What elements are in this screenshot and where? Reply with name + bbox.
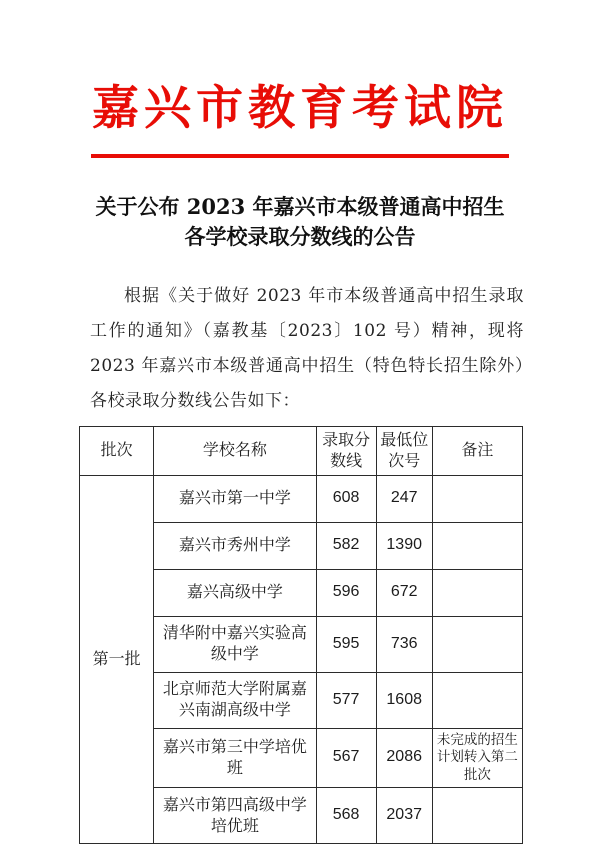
table-row bbox=[80, 475, 523, 522]
score-value: 568 bbox=[316, 788, 376, 844]
school-name: 北京师范大学附属嘉兴南湖高级中学 bbox=[154, 672, 316, 728]
school-name: 嘉兴市第四高级中学培优班 bbox=[154, 788, 316, 844]
school-name: 嘉兴高级中学 bbox=[154, 569, 316, 616]
remark-cell: 未完成的招生计划转入第二批次 bbox=[432, 728, 522, 788]
header-remark: 备注 bbox=[432, 426, 522, 475]
score-value: 595 bbox=[316, 616, 376, 672]
school-name: 嘉兴市第三中学培优班 bbox=[154, 728, 316, 788]
school-name: 清华附中嘉兴实验高级中学 bbox=[154, 616, 316, 672]
document-title bbox=[0, 192, 600, 253]
rank-value: 1390 bbox=[376, 522, 432, 569]
score-value: 567 bbox=[316, 728, 376, 788]
rank-value: 247 bbox=[376, 475, 432, 522]
letterhead-divider bbox=[91, 154, 509, 158]
remark-cell bbox=[432, 475, 522, 522]
rank-value: 2037 bbox=[376, 788, 432, 844]
score-value: 582 bbox=[316, 522, 376, 569]
remark-cell bbox=[432, 616, 522, 672]
remark-cell bbox=[432, 569, 522, 616]
remark-cell bbox=[432, 672, 522, 728]
school-name: 嘉兴市秀州中学 bbox=[154, 522, 316, 569]
score-table bbox=[79, 426, 523, 844]
score-value: 596 bbox=[316, 569, 376, 616]
table-header-row bbox=[80, 426, 523, 475]
rank-value: 2086 bbox=[376, 728, 432, 788]
rank-value: 672 bbox=[376, 569, 432, 616]
body-paragraph: 根据《关于做好 2023 年市本级普通高中招生录取工作的通知》（嘉教基〔2023〕102 号）精神，现将 2023 年嘉兴市本级普通高中招生（特色特长招生除外）各校录取分数线公告如下： bbox=[90, 285, 524, 411]
header-score: 录取分数线 bbox=[316, 426, 376, 475]
header-rank: 最低位次号 bbox=[376, 426, 432, 475]
header-batch: 批次 bbox=[80, 426, 154, 475]
remark-cell bbox=[432, 788, 522, 844]
score-value: 608 bbox=[316, 475, 376, 522]
school-name: 嘉兴市第一中学 bbox=[154, 475, 316, 522]
batch-cell: 第一批 bbox=[80, 475, 154, 844]
letterhead-org-name: 嘉兴市教育考试院 bbox=[92, 81, 508, 136]
rank-value: 1608 bbox=[376, 672, 432, 728]
document-title-line2: 各学校录取分数线的公告 bbox=[184, 224, 416, 250]
document-title-line1: 关于公布 2023 年嘉兴市本级普通高中招生 bbox=[95, 194, 505, 220]
header-school: 学校名称 bbox=[154, 426, 316, 475]
remark-cell bbox=[432, 522, 522, 569]
rank-value: 736 bbox=[376, 616, 432, 672]
score-value: 577 bbox=[316, 672, 376, 728]
